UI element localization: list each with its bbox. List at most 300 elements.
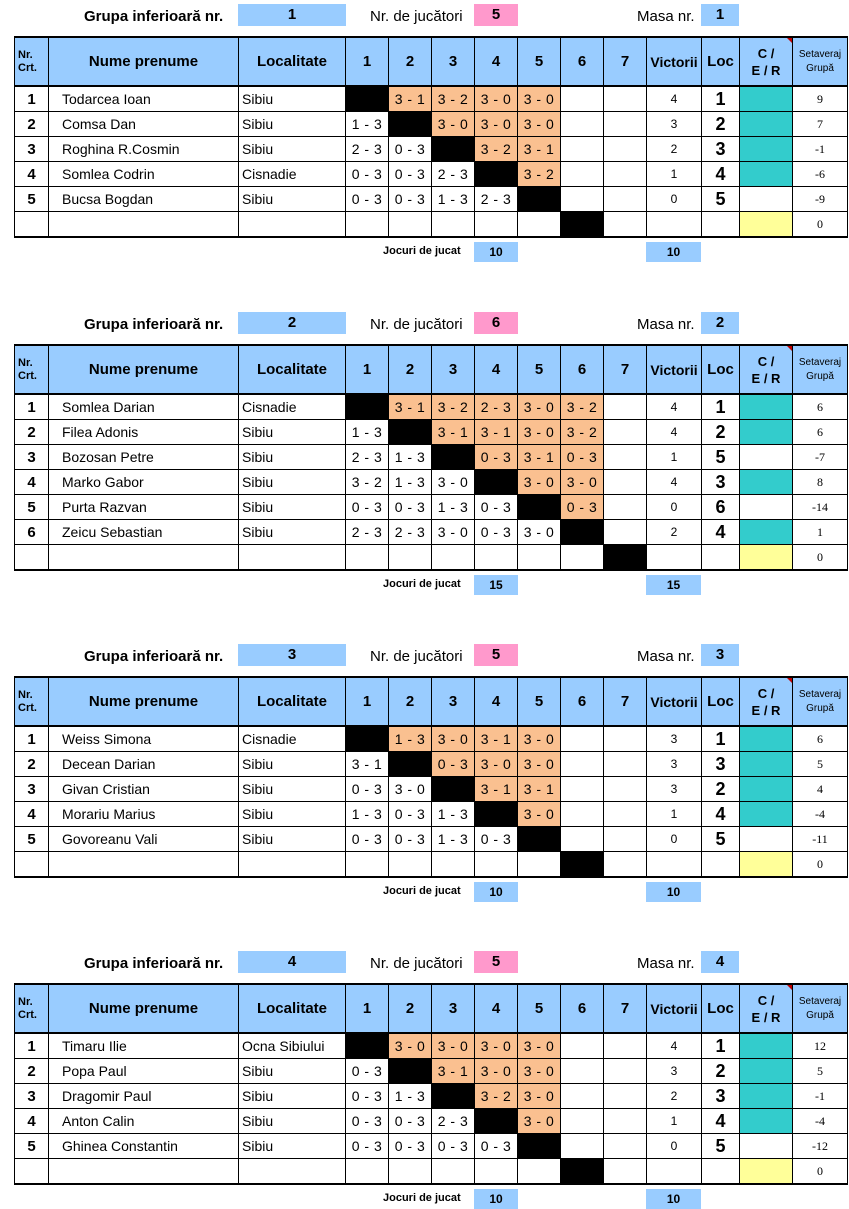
victories-cell: 1 (647, 1109, 702, 1134)
col-header-opponent: 7 (604, 345, 647, 394)
score-cell[interactable] (604, 187, 647, 212)
player-name[interactable]: Zeicu Sebastian (49, 520, 239, 545)
player-name[interactable] (49, 545, 239, 571)
score-cell[interactable]: 3 - 0 (518, 420, 561, 445)
table-row (15, 162, 848, 187)
score-cell[interactable]: 1 - 3 (389, 1084, 432, 1109)
row-number: 5 (15, 1134, 49, 1159)
row-number: 4 (15, 1109, 49, 1134)
score-cell[interactable]: 3 - 1 (432, 1059, 475, 1084)
score-cell[interactable] (561, 162, 604, 187)
player-name[interactable]: Todarcea Ioan (49, 86, 239, 112)
self-match-cell (604, 545, 647, 571)
score-cell[interactable]: 0 - 3 (346, 162, 389, 187)
score-cell[interactable]: 3 - 0 (475, 86, 518, 112)
col-header-opponent: 5 (518, 345, 561, 394)
self-match-cell (561, 520, 604, 545)
score-cell[interactable]: 3 - 0 (475, 1059, 518, 1084)
table-row (15, 777, 848, 802)
player-name[interactable]: Morariu Marius (49, 802, 239, 827)
score-cell[interactable] (389, 212, 432, 238)
player-name[interactable]: Decean Darian (49, 752, 239, 777)
score-cell[interactable]: 3 - 0 (518, 86, 561, 112)
group-header (0, 951, 849, 977)
table-header-row (15, 37, 848, 86)
player-name[interactable]: Bucsa Bogdan (49, 187, 239, 212)
col-header-opponent: 7 (604, 37, 647, 86)
cer-status-cell[interactable] (740, 1109, 793, 1134)
score-cell[interactable]: 0 - 3 (389, 802, 432, 827)
score-cell[interactable]: 3 - 0 (475, 112, 518, 137)
score-cell[interactable]: 0 - 3 (389, 495, 432, 520)
player-city[interactable]: Sibiu (239, 520, 346, 545)
score-cell[interactable]: 1 - 3 (389, 726, 432, 752)
score-cell[interactable] (604, 827, 647, 852)
score-cell[interactable] (604, 752, 647, 777)
col-header-setaveraj-line1: Setaveraj (798, 48, 842, 60)
col-header-victories: Victorii (647, 345, 702, 394)
victories-cell: 4 (647, 420, 702, 445)
score-cell[interactable]: 0 - 3 (346, 1059, 389, 1084)
score-cell[interactable] (604, 1059, 647, 1084)
cer-status-cell[interactable] (740, 187, 793, 212)
score-cell[interactable] (561, 187, 604, 212)
score-cell[interactable]: 0 - 3 (346, 1134, 389, 1159)
player-city[interactable] (239, 852, 346, 878)
score-cell[interactable]: 3 - 0 (518, 726, 561, 752)
victories-cell: 1 (647, 445, 702, 470)
player-name[interactable] (49, 1159, 239, 1185)
score-cell[interactable]: 3 - 2 (432, 394, 475, 420)
games-footer (0, 242, 849, 262)
score-cell[interactable]: 3 - 1 (518, 445, 561, 470)
player-city[interactable]: Sibiu (239, 445, 346, 470)
col-header-cer (740, 677, 793, 726)
setaveraj-cell: 6 (793, 420, 848, 445)
score-cell[interactable] (475, 545, 518, 571)
games-label: Jocuri de jucat (383, 578, 461, 590)
self-match-cell (475, 1109, 518, 1134)
table-number: 2 (701, 312, 739, 334)
player-city[interactable]: Sibiu (239, 112, 346, 137)
score-cell[interactable] (346, 545, 389, 571)
score-cell[interactable]: 3 - 0 (432, 520, 475, 545)
player-city[interactable]: Sibiu (239, 827, 346, 852)
score-cell[interactable]: 1 - 3 (432, 802, 475, 827)
score-cell[interactable] (561, 1084, 604, 1109)
score-cell[interactable]: 3 - 0 (518, 752, 561, 777)
col-header-opponent: 3 (432, 37, 475, 86)
score-cell[interactable] (561, 752, 604, 777)
table-row (15, 394, 848, 420)
score-cell[interactable] (561, 1134, 604, 1159)
table-row (15, 212, 848, 238)
setaveraj-cell: 8 (793, 470, 848, 495)
score-cell[interactable] (561, 777, 604, 802)
col-header-setaveraj (793, 677, 848, 726)
score-cell[interactable]: 0 - 3 (389, 162, 432, 187)
player-city[interactable]: Cisnadie (239, 162, 346, 187)
score-cell[interactable]: 3 - 1 (389, 394, 432, 420)
cer-status-cell[interactable] (740, 827, 793, 852)
player-city[interactable]: Sibiu (239, 86, 346, 112)
score-cell[interactable]: 1 - 3 (432, 187, 475, 212)
score-cell[interactable] (604, 802, 647, 827)
score-cell[interactable]: 0 - 3 (389, 137, 432, 162)
score-cell[interactable]: 0 - 3 (346, 495, 389, 520)
player-name[interactable] (49, 212, 239, 238)
score-cell[interactable]: 3 - 0 (518, 802, 561, 827)
player-name[interactable]: Somlea Darian (49, 394, 239, 420)
player-city[interactable]: Sibiu (239, 802, 346, 827)
score-cell[interactable]: 3 - 1 (475, 777, 518, 802)
score-cell[interactable] (604, 852, 647, 878)
score-cell[interactable]: 3 - 1 (518, 777, 561, 802)
player-city[interactable]: Sibiu (239, 1109, 346, 1134)
player-city[interactable]: Sibiu (239, 495, 346, 520)
score-cell[interactable]: 3 - 2 (561, 394, 604, 420)
player-city[interactable]: Sibiu (239, 752, 346, 777)
setaveraj-cell: -11 (793, 827, 848, 852)
cer-status-cell[interactable] (740, 752, 793, 777)
score-cell[interactable] (604, 777, 647, 802)
col-header-opponent: 4 (475, 37, 518, 86)
cer-status-cell[interactable] (740, 1059, 793, 1084)
score-cell[interactable] (432, 212, 475, 238)
cer-status-cell[interactable] (740, 777, 793, 802)
cer-status-cell[interactable] (740, 1134, 793, 1159)
score-cell[interactable]: 0 - 3 (346, 827, 389, 852)
score-cell[interactable]: 3 - 0 (518, 1084, 561, 1109)
col-header-setaveraj (793, 984, 848, 1033)
col-header-cer-line1: C / (757, 45, 775, 61)
cer-status-cell[interactable] (740, 420, 793, 445)
col-header-setaveraj-line1: Setaveraj (798, 356, 842, 368)
score-cell[interactable]: 2 - 3 (432, 162, 475, 187)
player-city[interactable]: Sibiu (239, 777, 346, 802)
place-cell: 3 (702, 752, 740, 777)
score-cell[interactable] (432, 1159, 475, 1185)
col-header-name: Nume prenume (49, 37, 239, 86)
victories-cell (647, 545, 702, 571)
score-cell[interactable]: 3 - 1 (475, 420, 518, 445)
score-cell[interactable]: 3 - 2 (518, 162, 561, 187)
score-cell[interactable]: 0 - 3 (475, 1134, 518, 1159)
cer-status-cell[interactable] (740, 86, 793, 112)
player-name[interactable]: Purta Razvan (49, 495, 239, 520)
setaveraj-cell: 0 (793, 1159, 848, 1185)
place-cell: 4 (702, 162, 740, 187)
score-cell[interactable] (604, 470, 647, 495)
row-number: 3 (15, 445, 49, 470)
score-cell[interactable]: 3 - 2 (475, 1084, 518, 1109)
score-cell[interactable]: 3 - 2 (346, 470, 389, 495)
player-name[interactable]: Anton Calin (49, 1109, 239, 1134)
cer-status-cell[interactable] (740, 520, 793, 545)
score-cell[interactable]: 3 - 2 (432, 86, 475, 112)
player-name[interactable]: Bozosan Petre (49, 445, 239, 470)
self-match-cell (518, 187, 561, 212)
player-name[interactable]: Givan Cristian (49, 777, 239, 802)
score-cell[interactable] (604, 394, 647, 420)
place-cell: 1 (702, 86, 740, 112)
row-number (15, 1159, 49, 1185)
score-cell[interactable]: 0 - 3 (389, 1109, 432, 1134)
cer-status-cell[interactable] (740, 802, 793, 827)
score-cell[interactable] (561, 827, 604, 852)
results-table (14, 36, 848, 238)
score-cell[interactable]: 3 - 0 (518, 1059, 561, 1084)
victories-cell: 4 (647, 394, 702, 420)
player-name[interactable] (49, 852, 239, 878)
score-cell[interactable] (604, 86, 647, 112)
player-city[interactable]: Ocna Sibiului (239, 1033, 346, 1059)
score-cell[interactable] (604, 520, 647, 545)
player-name[interactable]: Timaru Ilie (49, 1033, 239, 1059)
player-name[interactable]: Popa Paul (49, 1059, 239, 1084)
score-cell[interactable]: 3 - 1 (475, 726, 518, 752)
score-cell[interactable]: 0 - 3 (346, 1084, 389, 1109)
score-cell[interactable] (561, 545, 604, 571)
player-name[interactable]: Somlea Codrin (49, 162, 239, 187)
score-cell[interactable]: 0 - 3 (475, 520, 518, 545)
games-total: 10 (646, 882, 701, 902)
score-cell[interactable]: 0 - 3 (389, 187, 432, 212)
score-cell[interactable] (604, 495, 647, 520)
cer-status-cell[interactable] (740, 445, 793, 470)
score-cell[interactable]: 3 - 1 (389, 86, 432, 112)
player-city[interactable]: Sibiu (239, 1084, 346, 1109)
place-cell: 2 (702, 112, 740, 137)
player-city[interactable]: Sibiu (239, 470, 346, 495)
cer-status-cell[interactable] (740, 1084, 793, 1109)
score-cell[interactable]: 3 - 0 (432, 726, 475, 752)
score-cell[interactable] (604, 1033, 647, 1059)
score-cell[interactable]: 2 - 3 (389, 520, 432, 545)
group-title-label: Grupa inferioară nr. (84, 955, 224, 972)
player-name[interactable]: Filea Adonis (49, 420, 239, 445)
score-cell[interactable]: 3 - 2 (475, 137, 518, 162)
score-cell[interactable]: 3 - 0 (518, 1109, 561, 1134)
self-match-cell (561, 212, 604, 238)
score-cell[interactable] (389, 545, 432, 571)
score-cell[interactable] (475, 212, 518, 238)
score-cell[interactable]: 3 - 0 (389, 1033, 432, 1059)
table-number: 3 (701, 644, 739, 666)
setaveraj-cell: -14 (793, 495, 848, 520)
score-cell[interactable]: 0 - 3 (346, 1109, 389, 1134)
score-cell[interactable]: 2 - 3 (475, 394, 518, 420)
cer-status-cell[interactable] (740, 726, 793, 752)
cer-status-cell[interactable] (740, 112, 793, 137)
cer-status-cell[interactable] (740, 852, 793, 878)
score-cell[interactable]: 2 - 3 (346, 137, 389, 162)
score-cell[interactable]: 3 - 0 (518, 112, 561, 137)
self-match-cell (346, 394, 389, 420)
score-cell[interactable]: 0 - 3 (346, 187, 389, 212)
score-cell[interactable] (389, 1159, 432, 1185)
col-header-victories: Victorii (647, 37, 702, 86)
player-city[interactable]: Sibiu (239, 1134, 346, 1159)
score-cell[interactable] (389, 852, 432, 878)
score-cell[interactable] (604, 162, 647, 187)
player-city[interactable]: Sibiu (239, 1059, 346, 1084)
cer-status-cell[interactable] (740, 162, 793, 187)
score-cell[interactable]: 3 - 0 (389, 777, 432, 802)
score-cell[interactable] (604, 1084, 647, 1109)
cer-status-cell[interactable] (740, 137, 793, 162)
player-name[interactable]: Comsa Dan (49, 112, 239, 137)
score-cell[interactable]: 2 - 3 (432, 1109, 475, 1134)
score-cell[interactable]: 3 - 1 (518, 137, 561, 162)
player-city[interactable]: Cisnadie (239, 394, 346, 420)
player-city[interactable]: Sibiu (239, 420, 346, 445)
cer-status-cell[interactable] (740, 545, 793, 571)
score-cell[interactable]: 3 - 0 (518, 394, 561, 420)
score-cell[interactable] (561, 1033, 604, 1059)
row-number: 2 (15, 1059, 49, 1084)
score-cell[interactable] (432, 852, 475, 878)
score-cell[interactable]: 3 - 0 (475, 1033, 518, 1059)
score-cell[interactable] (475, 1159, 518, 1185)
score-cell[interactable]: 3 - 0 (518, 470, 561, 495)
score-cell[interactable]: 3 - 0 (561, 470, 604, 495)
score-cell[interactable] (346, 212, 389, 238)
cer-status-cell[interactable] (740, 470, 793, 495)
cer-status-cell[interactable] (740, 394, 793, 420)
score-cell[interactable] (518, 545, 561, 571)
score-cell[interactable]: 1 - 3 (389, 470, 432, 495)
score-cell[interactable]: 3 - 2 (561, 420, 604, 445)
score-cell[interactable]: 0 - 3 (561, 445, 604, 470)
score-cell[interactable]: 3 - 0 (518, 520, 561, 545)
score-cell[interactable]: 3 - 1 (432, 420, 475, 445)
score-cell[interactable]: 0 - 3 (475, 495, 518, 520)
score-cell[interactable]: 2 - 3 (346, 520, 389, 545)
cer-status-cell[interactable] (740, 1159, 793, 1185)
score-cell[interactable] (561, 112, 604, 137)
score-cell[interactable] (518, 1159, 561, 1185)
score-cell[interactable] (561, 1109, 604, 1134)
score-cell[interactable] (518, 212, 561, 238)
row-number (15, 852, 49, 878)
score-cell[interactable] (604, 445, 647, 470)
score-cell[interactable] (561, 726, 604, 752)
player-name[interactable]: Govoreanu Vali (49, 827, 239, 852)
table-row (15, 1134, 848, 1159)
cer-status-cell[interactable] (740, 1033, 793, 1059)
score-cell[interactable]: 3 - 0 (518, 1033, 561, 1059)
player-name[interactable]: Marko Gabor (49, 470, 239, 495)
score-cell[interactable] (604, 420, 647, 445)
score-cell[interactable]: 3 - 1 (346, 752, 389, 777)
score-cell[interactable]: 2 - 3 (475, 187, 518, 212)
score-cell[interactable] (604, 1159, 647, 1185)
score-cell[interactable] (346, 852, 389, 878)
score-cell[interactable]: 2 - 3 (346, 445, 389, 470)
setaveraj-cell: -4 (793, 1109, 848, 1134)
col-header-name: Nume prenume (49, 677, 239, 726)
score-cell[interactable] (604, 212, 647, 238)
col-header-opponent: 5 (518, 677, 561, 726)
score-cell[interactable]: 3 - 0 (432, 1033, 475, 1059)
score-cell[interactable]: 0 - 3 (475, 445, 518, 470)
player-city[interactable] (239, 212, 346, 238)
score-cell[interactable]: 0 - 3 (561, 495, 604, 520)
col-header-city: Localitate (239, 677, 346, 726)
cer-status-cell[interactable] (740, 212, 793, 238)
player-name[interactable]: Weiss Simona (49, 726, 239, 752)
player-city[interactable]: Sibiu (239, 137, 346, 162)
score-cell[interactable]: 3 - 0 (432, 112, 475, 137)
self-match-cell (518, 1134, 561, 1159)
score-cell[interactable] (432, 545, 475, 571)
score-cell[interactable]: 1 - 3 (346, 420, 389, 445)
score-cell[interactable] (604, 1134, 647, 1159)
games-footer (0, 1189, 849, 1209)
score-cell[interactable]: 1 - 3 (346, 112, 389, 137)
player-city[interactable]: Cisnadie (239, 726, 346, 752)
player-city[interactable] (239, 545, 346, 571)
player-name[interactable]: Dragomir Paul (49, 1084, 239, 1109)
cer-status-cell[interactable] (740, 495, 793, 520)
setaveraj-cell: 9 (793, 86, 848, 112)
score-cell[interactable]: 1 - 3 (432, 827, 475, 852)
row-number: 3 (15, 1084, 49, 1109)
players-label: Nr. de jucători (370, 8, 463, 25)
player-city[interactable]: Sibiu (239, 187, 346, 212)
player-name[interactable]: Ghinea Constantin (49, 1134, 239, 1159)
score-cell[interactable] (475, 852, 518, 878)
table-row (15, 545, 848, 571)
score-cell[interactable]: 1 - 3 (389, 445, 432, 470)
score-cell[interactable]: 3 - 0 (475, 752, 518, 777)
table-number: 4 (701, 951, 739, 973)
table-row (15, 827, 848, 852)
score-cell[interactable] (604, 1109, 647, 1134)
score-cell[interactable] (518, 852, 561, 878)
score-cell[interactable]: 0 - 3 (475, 827, 518, 852)
score-cell[interactable]: 0 - 3 (346, 777, 389, 802)
col-header-victories: Victorii (647, 984, 702, 1033)
score-cell[interactable]: 0 - 3 (389, 827, 432, 852)
score-cell[interactable]: 3 - 0 (432, 470, 475, 495)
victories-cell: 2 (647, 520, 702, 545)
score-cell[interactable] (346, 1159, 389, 1185)
self-match-cell (518, 827, 561, 852)
games-count: 10 (474, 882, 518, 902)
score-cell[interactable] (561, 86, 604, 112)
score-cell[interactable]: 1 - 3 (346, 802, 389, 827)
score-cell[interactable] (604, 137, 647, 162)
setaveraj-cell: -6 (793, 162, 848, 187)
score-cell[interactable]: 0 - 3 (432, 752, 475, 777)
group-header (0, 4, 849, 30)
player-city[interactable] (239, 1159, 346, 1185)
score-cell[interactable] (561, 802, 604, 827)
player-name[interactable]: Roghina R.Cosmin (49, 137, 239, 162)
score-cell[interactable] (561, 137, 604, 162)
score-cell[interactable] (604, 726, 647, 752)
score-cell[interactable] (604, 112, 647, 137)
setaveraj-cell: 0 (793, 852, 848, 878)
score-cell[interactable]: 1 - 3 (432, 495, 475, 520)
score-cell[interactable]: 0 - 3 (389, 1134, 432, 1159)
score-cell[interactable] (561, 1059, 604, 1084)
score-cell[interactable]: 0 - 3 (432, 1134, 475, 1159)
games-total: 10 (646, 1189, 701, 1209)
setaveraj-cell: 12 (793, 1033, 848, 1059)
